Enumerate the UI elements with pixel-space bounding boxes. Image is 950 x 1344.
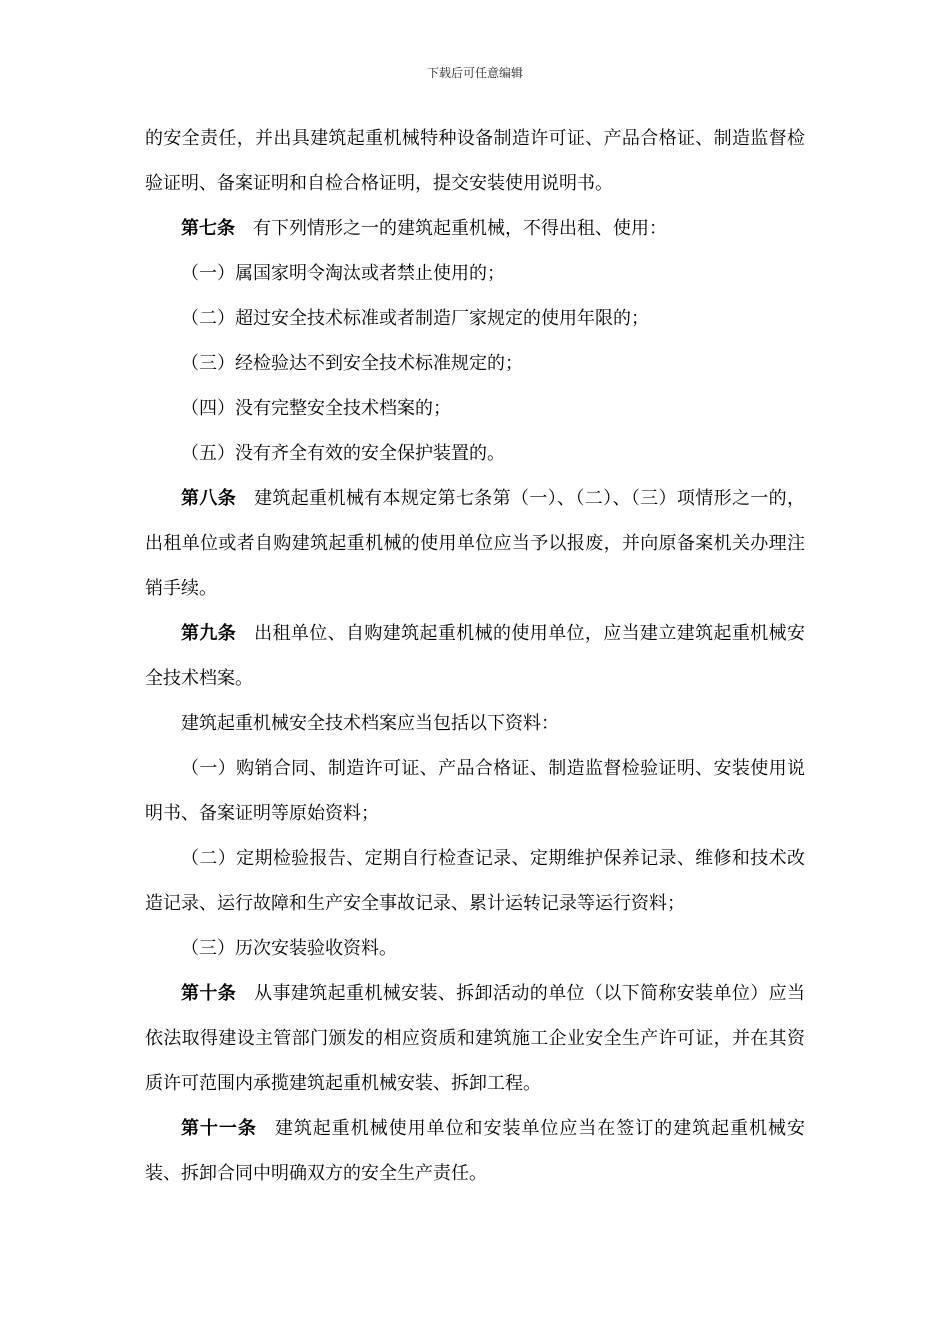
article-11 [145,1106,805,1196]
paragraph-text: 建筑起重机械有本规定第七条第（一）、（二）、（三）项情形之一的，出租单位或者自购建筑起重机械的使用单位应当予以报废，并向原备案机关办理注销手续。 [145,488,806,599]
article-10 [145,971,805,1106]
article-label: 第八条 [181,488,237,509]
paragraph-text: （一）购销合同、制造许可证、产品合格证、制造监督检验证明、安装使用说明书、备案证明等原始资料； [145,758,805,824]
paragraph-text: （二）定期检验报告、定期自行检查记录、定期维护保养记录、维修和技术改造记录、运行故障和生产安全事故记录、累计运转记录等运行资料； [145,848,805,914]
paragraph-continuation [145,116,805,206]
list-item [145,251,805,296]
list-item [145,836,805,926]
article-label: 第七条 [181,218,235,239]
list-item [145,341,805,386]
paragraph-text: 建筑起重机械使用单位和安装单位应当在签订的建筑起重机械安装、拆卸合同中明确双方的安全生产责任。 [145,1118,806,1184]
article-label: 第十一条 [181,1118,257,1139]
article-8 [145,476,805,611]
paragraph-text: 有下列情形之一的建筑起重机械，不得出租、使用： [253,218,667,239]
paragraph-text: （二）超过安全技术标准或者制造厂家规定的使用年限的； [181,308,649,329]
document-body [145,116,805,1196]
list-item [145,296,805,341]
paragraph-text: 从事建筑起重机械安装、拆卸活动的单位（以下简称安装单位）应当依法取得建设主管部门颁发的相应资质和建筑施工企业安全生产许可证，并在其资质许可范围内承揽建筑起重机械安装、拆卸工程。 [145,983,805,1094]
paragraph-text: （四）没有完整安全技术档案的； [181,398,451,419]
list-item [145,926,805,971]
paragraph-text: 的安全责任，并出具建筑起重机械特种设备制造许可证、产品合格证、制造监督检验证明、备案证明和自检合格证明，提交安装使用说明书。 [145,128,805,194]
list-item [145,386,805,431]
list-item [145,431,805,476]
paragraph [145,701,805,746]
paragraph-text: （三）经检验达不到安全技术标准规定的； [181,353,523,374]
page-header-note: 下载后可任意编辑 [426,66,523,80]
paragraph-text: 建筑起重机械安全技术档案应当包括以下资料： [181,713,559,734]
article-9 [145,611,805,701]
paragraph-text: （一）属国家明令淘汰或者禁止使用的； [181,263,505,284]
paragraph-text: （五）没有齐全有效的安全保护装置的。 [181,443,505,464]
list-item [145,746,805,836]
paragraph-text: （三）历次安装验收资料。 [181,938,397,959]
article-label: 第九条 [181,623,237,644]
article-7 [145,206,805,251]
article-label: 第十条 [181,983,237,1004]
paragraph-text: 出租单位、自购建筑起重机械的使用单位，应当建立建筑起重机械安全技术档案。 [145,623,805,689]
